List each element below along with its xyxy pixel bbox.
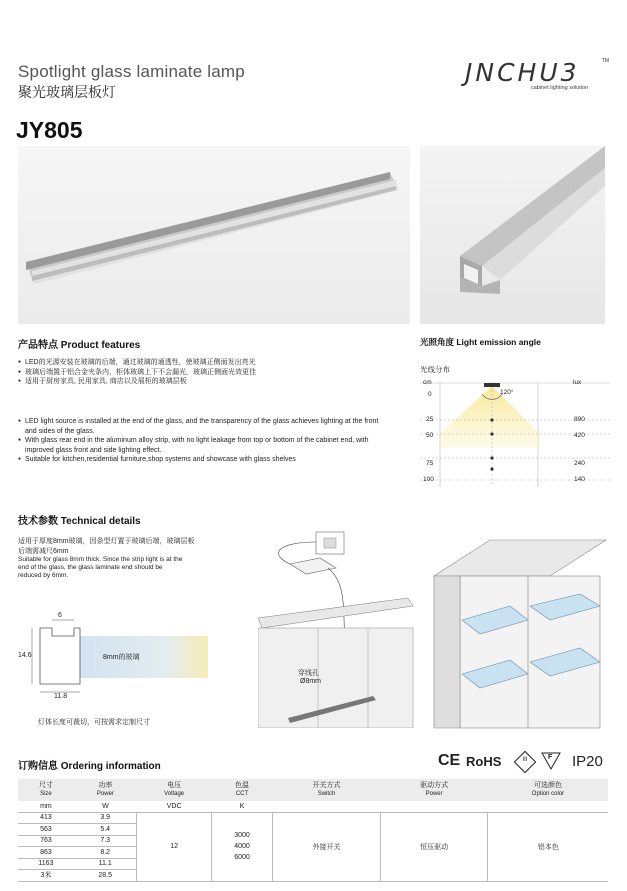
- power-cell: 3.9: [74, 812, 137, 824]
- feature-en-item: ● Suitable for kitchen,residential furniture,shop systems and showcase with glass shelves: [18, 455, 390, 465]
- header-cct: 色温 CCT: [211, 779, 272, 801]
- emission-row-cm: 100: [423, 476, 434, 483]
- size-cell: 563: [18, 824, 74, 836]
- dim-left: 14.6: [18, 652, 32, 659]
- unit-size: mm: [18, 801, 74, 812]
- header-driver: 驱动方式 Power: [380, 779, 488, 801]
- size-cell: 763: [18, 835, 74, 847]
- title-cn: 聚光玻璃层板灯: [18, 84, 116, 100]
- driver-cell: 恒压驱动: [380, 812, 488, 881]
- emission-subtitle: 光线分布: [420, 365, 450, 374]
- feature-en-item: ● LED light source is installed at the end of the glass, and the transparency of the glass achieves lighting at the front and sides of the glass.: [18, 417, 390, 436]
- power-cell: 8.2: [74, 847, 137, 859]
- logo-tm: TM: [601, 58, 609, 64]
- dim-bottom: 11.8: [54, 693, 68, 700]
- class-three-label: III: [522, 757, 528, 763]
- technical-cn-text: 适用于厚度8mm玻璃，因条型灯置于玻璃后端，玻璃层板后端需减尺6mm: [18, 538, 195, 555]
- emission-row-cm: 0: [428, 391, 432, 398]
- header-size: 尺寸 Size: [18, 779, 74, 801]
- emission-row-cm: 75: [426, 460, 434, 467]
- cct-cell: [211, 812, 272, 881]
- logo-wordmark: JNCHU3: [465, 58, 580, 87]
- emission-diagram: [420, 374, 610, 490]
- feature-cn-item: ● 适用于厨房家具, 民用家具, 商店以及展柜的玻璃层板: [18, 377, 398, 387]
- emission-unit-lux: lux: [573, 379, 582, 386]
- size-cell: 1163: [18, 858, 74, 870]
- emission-row-lux: 140: [574, 476, 585, 483]
- emission-angle: 120°: [500, 389, 514, 396]
- features-title: 产品特点 Product features: [18, 340, 141, 351]
- header-power: 功率 Power: [74, 779, 137, 801]
- unit-power: W: [74, 801, 137, 812]
- table-row: [18, 812, 608, 824]
- installation-illustration: [258, 528, 418, 728]
- table-header-row: [18, 779, 608, 801]
- emission-row-cm: 25: [426, 416, 434, 423]
- cct-value: 4000: [234, 843, 250, 850]
- unit-color: [488, 801, 608, 812]
- unit-switch: [273, 801, 381, 812]
- f-mark-label: F: [548, 754, 553, 761]
- feature-cn-item: ● 玻璃后端置于铝合金夹条内，柜体玻璃上下不会漏光，玻璃正侧面光效更佳: [18, 368, 398, 378]
- brand-logo: [465, 58, 615, 98]
- profile-dimension-diagram: [18, 612, 218, 700]
- power-cell: 11.1: [74, 858, 137, 870]
- emission-row-lux: 890: [574, 416, 585, 423]
- cut-note: 灯体长度可裁切，可按需求定制尺寸: [38, 719, 150, 726]
- power-cell: 7.3: [74, 835, 137, 847]
- technical-title: 技术参数 Technical details: [18, 516, 141, 527]
- power-cell: 28.5: [74, 870, 137, 882]
- color-cell: 铝本色: [488, 812, 608, 881]
- rohs-mark-icon: RoHS: [466, 754, 502, 769]
- model-number: JY805: [16, 117, 83, 143]
- emission-row-lux: 420: [574, 432, 585, 439]
- cct-value: 3000: [234, 832, 250, 839]
- header-voltage: 电压 Voltage: [137, 779, 211, 801]
- voltage-cell: 12: [137, 812, 211, 881]
- cabinet-illustration: [430, 536, 610, 732]
- product-photo-closeup: [420, 146, 605, 324]
- ordering-table: [18, 779, 608, 882]
- title-en: Spotlight glass laminate lamp: [18, 62, 245, 81]
- emission-unit-cm: cm: [423, 379, 432, 386]
- emission-row-cm: 50: [426, 432, 434, 439]
- unit-cct: K: [211, 801, 272, 812]
- product-photo-main: [18, 146, 410, 324]
- logo-subtitle: cabinet lighting solution: [531, 85, 589, 91]
- feature-en-item: ● With glass rear end in the aluminum alloy strip, with no light leakage from top or bottom of the cabinet end, with improved glass front and side lighting effect.: [18, 436, 390, 455]
- emission-row-lux: 240: [574, 460, 585, 467]
- features-cn-list: [18, 358, 398, 387]
- feature-cn-item: ● LED的光源安装在玻璃的后端，通过玻璃的通透性，使玻璃正侧面发出亮光: [18, 358, 398, 368]
- table-unit-row: [18, 801, 608, 812]
- switch-cell: 外接开关: [273, 812, 381, 881]
- hole-label: 穿线孔: [298, 670, 319, 677]
- glass-label: 8mm的玻璃: [103, 654, 140, 661]
- ip-rating: IP20: [572, 753, 603, 770]
- size-cell: 413: [18, 812, 74, 824]
- dim-top: 6: [58, 612, 62, 619]
- header-switch: 开关方式 Switch: [273, 779, 381, 801]
- power-cell: 5.4: [74, 824, 137, 836]
- cct-value: 6000: [234, 854, 250, 861]
- emission-title: 光照角度 Light emission angle: [420, 337, 541, 347]
- size-cell: 863: [18, 847, 74, 859]
- size-cell: 3米: [18, 870, 74, 882]
- features-en-list: [18, 417, 390, 465]
- unit-driver: [380, 801, 488, 812]
- ordering-title: 订购信息 Ordering information: [18, 761, 161, 772]
- hole-size: Ø8mm: [300, 678, 321, 685]
- header-color: 可选颜色 Option color: [488, 779, 608, 801]
- unit-voltage: VDC: [137, 801, 211, 812]
- certification-marks: [438, 752, 608, 772]
- ce-mark-icon: CE: [438, 752, 461, 769]
- technical-en-text: Suitable for glass 8mm thick. Since the strip light is at the end of the glass, the glass laminate end should be reduced by 6mm.: [18, 556, 183, 579]
